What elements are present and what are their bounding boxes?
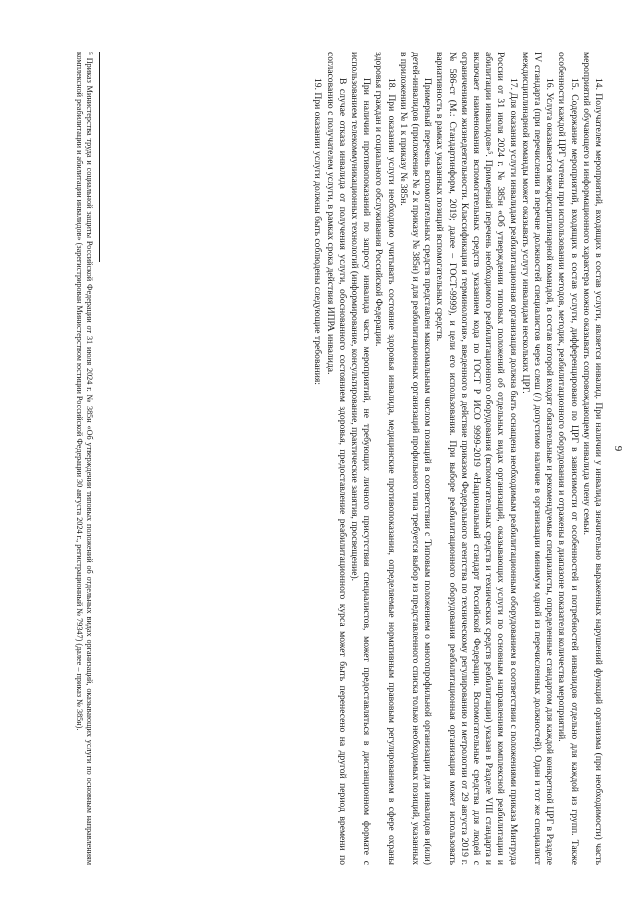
body-text <box>311 52 604 865</box>
paragraph: 19. При оказании услуги должны быть соблюдены следующие требования: <box>312 78 324 385</box>
footnote: ⁵ Приказ Министерства труда и социальной защиты Российской Федерации от 31 июля 2024 г. № 385н «Об утверждении типовых положений об отдельных видах организаций, оказывающих услуги по основным направлениям комплексной реабилитации и абилитации инвалидов» (зарегистрирован Министерством юстиции Российской Федерации 30 августа 2024 г., регистрационный № 79347) (далее – приказ № 385н). <box>74 52 94 865</box>
paragraph: В случае отказа инвалида от получения услуги, обоснованного состоянием здоровья, предоставление реабилитационного курса может быть перенесено на другой период времени по согласованию с получателем услуги, в рамках срока действия ИПРА инвалида. <box>324 52 348 865</box>
paragraph: 17. Для оказания услуги инвалидам реабилитационная организация должна быть оснащена необходимым реабилитационным оборудованием в соответствии с положениями приказа Минтруда России от 31 июля 2024 г. № 385н «Об утверждении типовых положений об отдельных видах организаций, оказывающих услуги по основным направлениям комплексной реабилитации и абилитации инвалидов»⁵. Примерный перечень необходимого реабилитационного оборудования (вспомогательных средств и технических средств реабилитации) указан в Разделе VIII стандарта и включает наименования вспомогательных средств указанием кода по ГОСТ Р ИСО 9999-2019 «Национальный стандарт Российской Федерации. Вспомогательные средства для людей с ограничениями жизнедеятельности. Классификация и терминология», введенного в действие приказом Федерального агентства по техническому регулированию и метрологии от 29 августа 2019 г. № 586-ст (М.: Стандартинформ, 2019; далее – ГОСТ-9999), и цели его использования. При выборе реабилитационного оборудования реабилитационная организация может использовать вариативность в рамках указанных позиций вспомогательных средств. <box>434 52 519 865</box>
paragraph: 14. Получателем мероприятий, входящих в состав услуги, является инвалид. При наличии у инвалида значительно выраженных нарушений функций организма (при необходимости) часть мероприятий обучающего и информационного характера можно оказывать сопровождающему инвалида члену семьи. <box>580 52 604 865</box>
footnote-divider <box>99 52 100 262</box>
page-number: 9 <box>612 445 624 452</box>
paragraph: При наличии противопоказаний по запросу инвалида часть мероприятий, не требующих личного присутствия специалистов, может предоставляться в дистанционном формате с использованием телекоммуникационных технологий (информирование, консультирование, практические занятия, просвещение). <box>348 52 373 865</box>
paragraph: 18. При оказании услуги необходимо учитывать состояние здоровья инвалида, медицинские противопоказания, определяемые нормативным правовым регулированием в сфере охраны здоровья граждан и социального обслуживания Российской Федерации. <box>373 52 397 865</box>
paragraph: 15. Содержание мероприятий, входящих в состав услуги, дифференцировано по ЦРГ в зависимости от особенностей и потребностей инвалидов отдельно для каждой из групп. Также особенности каждой ЦРГ учтены при использовании методов, методик, реабилитационного оборудования и отражены в диапазоне показателя количества мероприятий. <box>556 52 580 865</box>
paragraph: 16. Услуга оказывается междисциплинарной командой, в состав которой входят обязательные и рекомендуемые специалисты, определенные стандартом для каждой конкретной ЦРГ в Разделе IV стандарта (при перечислении в перечне должностей специалистов через слеш (/) допустимо наличие в организации минимум одной из перечисленных должностей). Один и тот же специалист междисциплинарной команды может оказывать услугу инвалидам нескольких ЦРГ. <box>519 52 556 865</box>
paragraph: Примерный перечень вспомогательных средств представлен максимальным числом позиций в соответствии с Типовым положением о многопрофильной организации для инвалидов и(или) детей-инвалидов (приложение № 2 к приказу № 385н) и для реабилитационных организаций профильного типа требуется выбор из представленного списка только необходимых позиций, указанных в приложении № 1 к приказу № 385н. <box>397 52 434 865</box>
